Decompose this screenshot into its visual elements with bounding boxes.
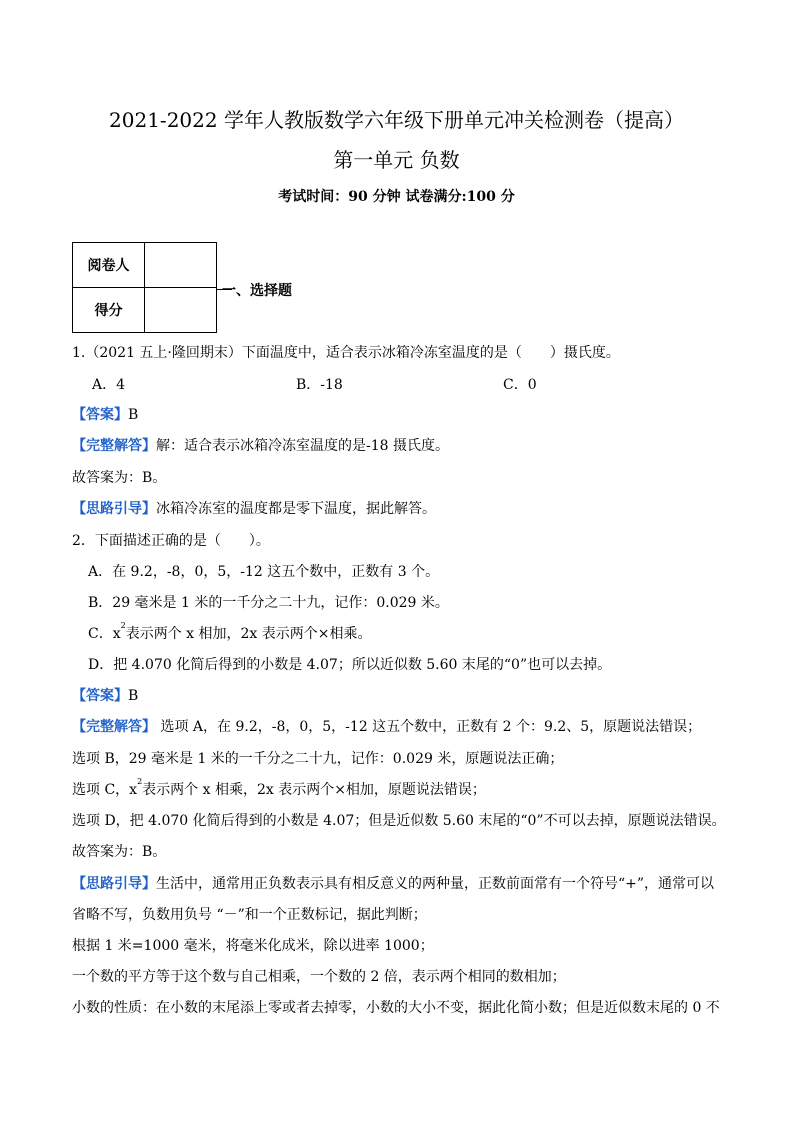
q2-option-a: A．在 9.2，-8，0，5，-12 这五个数中，正数有 3 个。 — [88, 564, 440, 580]
score-table — [72, 242, 217, 333]
guide-label: 【思路引导】 — [72, 876, 156, 892]
q2-stem: 2．下面描述正确的是（ ）。 — [72, 533, 270, 549]
q2-solution-c-rest: 表示两个 x 相乘，2x 表示两个×相加，原题说法错误； — [142, 782, 486, 798]
exam-info: 考试时间：90 分钟 试卷满分:100 分 — [278, 189, 515, 205]
q2-option-c-rest: 表示两个 x 相加，2x 表示两个×相乘。 — [125, 626, 372, 642]
q2-conclusion: 故答案为：B。 — [72, 844, 167, 860]
section-title: 一、选择题 — [222, 283, 292, 299]
q1-guide-text: 冰箱冷冻室的温度都是零下温度，据此解答。 — [156, 501, 436, 517]
reviewer-label: 阅卷人 — [73, 243, 145, 288]
q2-option-c-exponent: 2 — [120, 621, 126, 630]
q2-solution-c — [72, 779, 486, 799]
q1-answer — [72, 404, 138, 424]
q2-solution-b: 选项 B，29 毫米是 1 米的一千分之二十九，记作：0.029 米，原题说法正确； — [72, 751, 564, 767]
solution-label: 【完整解答】 — [72, 438, 156, 454]
q1-option-b: B．-18 — [296, 377, 343, 393]
q2-guide — [72, 873, 714, 893]
unit-subtitle: 第一单元 负数 — [333, 148, 460, 172]
guide-label: 【思路引导】 — [72, 501, 156, 517]
q2-guide-1: 生活中，通常用正负数表示具有相反意义的两种量，正数前面常有一个符号“+”，通常可以 — [156, 876, 715, 892]
q2-answer — [72, 685, 138, 705]
score-label: 得分 — [73, 288, 145, 333]
q2-guide-2: 省略不写，负数用负号 “－”和一个正数标记，据此判断； — [72, 907, 427, 923]
q2-solution — [72, 716, 701, 736]
q2-option-c-prefix: C．x — [88, 626, 121, 642]
q2-solution-a: 选项 A，在 9.2，-8，0，5，-12 这五个数中，正数有 2 个：9.2、5，原题说法错误； — [156, 719, 702, 735]
q1-stem: 1.（2021 五上·隆回期末）下面温度中，适合表示冰箱冷冻室温度的是（ ）摄氏度。 — [72, 345, 620, 361]
q2-option-c — [88, 623, 371, 643]
answer-label: 【答案】 — [72, 407, 128, 423]
solution-label: 【完整解答】 — [72, 719, 156, 735]
document-title: 2021-2022 学年人教版数学六年级下册单元冲关检测卷（提高） — [109, 108, 684, 132]
q2-solution-d: 选项 D，把 4.070 化简后得到的小数是 4.07；但是近似数 5.60 末尾的“0”不可以去掉，原题说法错误。 — [72, 813, 726, 829]
q1-conclusion: 故答案为：B。 — [72, 470, 167, 486]
q2-solution-c-prefix: 选项 C，x — [72, 782, 138, 798]
reviewer-cell[interactable] — [145, 243, 217, 288]
score-cell[interactable] — [145, 288, 217, 333]
q2-guide-5: 小数的性质：在小数的末尾添上零或者去掉零，小数的大小不变，据此化简小数；但是近似数末尾的 0 不 — [72, 1000, 720, 1016]
q1-answer-value: B — [128, 407, 139, 423]
q1-solution — [72, 435, 449, 455]
q2-guide-3: 根据 1 米=1000 毫米，将毫米化成米，除以进率 1000； — [72, 938, 434, 954]
q2-option-b: B．29 毫米是 1 米的一千分之二十九，记作：0.029 米。 — [88, 595, 449, 611]
q2-option-d: D．把 4.070 化简后得到的小数是 4.07；所以近似数 5.60 末尾的“0”也可以去掉。 — [88, 657, 612, 673]
q2-answer-value: B — [128, 688, 139, 704]
q1-option-c: C．0 — [503, 377, 537, 393]
q1-solution-text: 解：适合表示冰箱冷冻室温度的是-18 摄氏度。 — [156, 438, 449, 454]
q2-solution-c-exponent: 2 — [137, 777, 143, 786]
answer-label: 【答案】 — [72, 688, 128, 704]
q1-option-a: A．4 — [92, 377, 126, 393]
q2-guide-4: 一个数的平方等于这个数与自己相乘，一个数的 2 倍，表示两个相同的数相加； — [72, 969, 566, 985]
q1-guide — [72, 498, 436, 518]
